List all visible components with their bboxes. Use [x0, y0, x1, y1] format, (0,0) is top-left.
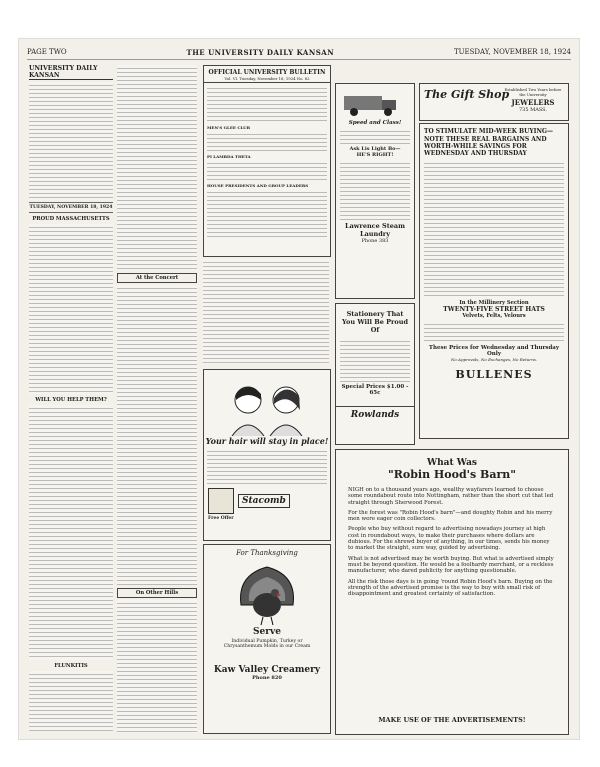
stacomb-ad: [203, 369, 331, 541]
stacomb-jar-image: [208, 488, 234, 514]
bullenes-name: BULLENES: [455, 368, 533, 381]
laundry-text-top: [340, 128, 410, 144]
creamery-name: Kaw Valley Creamery: [213, 665, 321, 675]
laundry-right-text: HE'S RIGHT!: [356, 152, 394, 158]
bullenes-ad: [419, 123, 569, 439]
news-text-1: [117, 65, 197, 270]
editorial-text-3: [29, 671, 113, 731]
other-hills-text: [117, 600, 197, 733]
page-number: PAGE TWO: [27, 48, 67, 56]
bulletin-continued-text: [203, 259, 329, 364]
stationery-title: Stationery That You Will Be Proud Of: [341, 310, 409, 334]
gift-shop-ad: [419, 83, 569, 121]
official-bulletin: [203, 65, 331, 257]
laundry-text-body: [340, 160, 410, 220]
millinery-section: In the Millinery Section: [459, 300, 529, 306]
robin-hood-ad: [335, 449, 569, 735]
robin-hood-title: "Robin Hood's Barn": [387, 468, 516, 481]
rowlands-brand: Rowlands: [336, 406, 414, 420]
gift-shop-tagline: Established Two Years before the University: [504, 87, 562, 97]
robin-hood-paragraph: All the risk those days is in going 'round Robin Hood's barn. Buying on the strength of the advertised promise is the way to buy with small risk of disappointment and greatest certainty of satisfaction.: [348, 578, 553, 598]
bulletin-text-1: [207, 85, 327, 123]
concert-text: [117, 285, 197, 585]
bullenes-subheadline: NOTE THESE REAL BARGAINS AND WORTH-WHILE SAVINGS FOR WEDNESDAY AND THURSDAY: [424, 136, 547, 157]
gift-shop-address: 735 MASS.: [518, 107, 548, 113]
creamery-ad: [203, 544, 331, 734]
bulletin-text-3: [207, 160, 327, 182]
hats-text: [424, 321, 564, 343]
editorial-column: [29, 65, 113, 733]
robin-hood-paragraph: People who buy without regard to advertising nowadays journey at high cost in roundabout ways, to make their purchases where dollars are dubious. For the shrewd buyer of anything, in our times, sends his money to market the straight, sure way, guided by advertising.: [348, 526, 550, 552]
editorial-text-2: [29, 405, 113, 660]
robin-hood-question: What Was: [427, 458, 477, 468]
stacomb-headline: Your hair will stay in place!: [205, 436, 329, 446]
turkey-illustration: [204, 557, 330, 627]
masthead-title: UNIVERSITY DAILY KANSAN: [29, 65, 113, 80]
laundry-name: Lawrence Steam Laundry: [345, 222, 405, 238]
bulletin-notice-glee: MEN'S GLEE CLUB: [207, 125, 251, 130]
laundry-slogan: Speed and Class!: [348, 120, 402, 126]
stationery-ad: [335, 303, 415, 445]
thanksgiving-title: For Thanksgiving: [236, 549, 298, 557]
bulletin-title: OFFICIAL UNIVERSITY BULLETIN: [208, 69, 326, 76]
stacomb-free-offer: Free Offer: [208, 516, 234, 521]
prices-note: These Prices for Wednesday and Thursday Only: [428, 345, 560, 357]
bulletin-text-2: [207, 131, 327, 153]
masthead-staff-text: [29, 82, 113, 200]
street-hats: TWENTY-FIVE STREET HATS: [443, 306, 545, 313]
gift-shop-jewelers: JEWELERS: [511, 98, 555, 107]
stacomb-brand: Stacomb: [238, 494, 290, 508]
laundry-ad: [335, 83, 415, 299]
robin-hood-paragraph: For the forest was "Robin Hood's barn"—and doughty Robin and his merry men were eager coin collectors.: [348, 509, 553, 523]
creamery-phone: Phone 820: [252, 675, 282, 681]
editorial-headline-3: FLUNKITIS: [54, 663, 88, 669]
bulletin-text-4: [207, 189, 327, 239]
editorial-headline-1: PROUD MASSACHUSETTS: [32, 216, 110, 222]
bullenes-headline: TO STIMULATE MID-WEEK BUYING—: [424, 128, 554, 135]
robin-hood-body: [336, 487, 568, 597]
truck-illustration: [336, 84, 414, 120]
newspaper-page: [18, 38, 580, 740]
bulletin-notice-house: HOUSE PRESIDENTS AND GROUP LEADERS: [207, 183, 309, 188]
no-returns-note: No Approvals, No Exchanges, No Returns.: [450, 357, 538, 362]
stationery-price: Special Prices $1.00 - 65c: [341, 384, 409, 396]
robin-hood-paragraph: NIGH on to a thousand years ago, wealthy wayfarers learned to choose some roundabout route into Nottingham, rather than the short cut that led straight through Sherwood Forest.: [348, 487, 554, 506]
laundry-ask-text: Ask Lis Light Bo—: [349, 146, 401, 152]
concert-headline: At the Concert: [117, 273, 197, 283]
editorial-headline-2: WILL YOU HELP THEM?: [35, 397, 107, 403]
couple-illustration: [204, 370, 330, 436]
gift-shop-name: The Gift Shop: [424, 88, 510, 101]
paper-title: THE UNIVERSITY DAILY KANSAN: [186, 47, 335, 57]
page-header: [27, 45, 571, 60]
bulletin-continued: [203, 259, 329, 364]
header-date: TUESDAY, NOVEMBER 18, 1924: [453, 48, 571, 56]
robin-hood-paragraph: What is not advertised may be worth buying. But what is advertised simply must be beyond question. He would be a foolhardy merchant, or a reckless manufacturer, who dared publicity for anything questionable.: [348, 555, 554, 575]
serve-description: Individual Pumpkin, Turkey or Chrysanthemum Molds in our Cream: [223, 639, 311, 649]
bulletin-notice-pi-lambda: PI LAMBDA THETA: [207, 154, 251, 159]
masthead-date: TUESDAY, NOVEMBER 18, 1924: [29, 205, 113, 210]
laundry-phone: Phone 383: [361, 238, 389, 244]
hat-materials: Velvets, Felts, Velours: [462, 313, 526, 319]
editorial-text-1: [29, 224, 113, 394]
bulletin-volume: Vol. VI. Tuesday, November 18, 1924 No. 62: [204, 76, 330, 83]
robin-hood-cta: MAKE USE OF THE ADVERTISEMENTS!: [378, 716, 526, 724]
news-column: [117, 65, 197, 733]
bullenes-items-text: [424, 160, 564, 298]
serve-text: Serve: [253, 627, 281, 637]
stationery-text: [340, 338, 410, 382]
other-hills-headline: On Other Hills: [117, 588, 197, 598]
stacomb-text: [207, 448, 327, 484]
